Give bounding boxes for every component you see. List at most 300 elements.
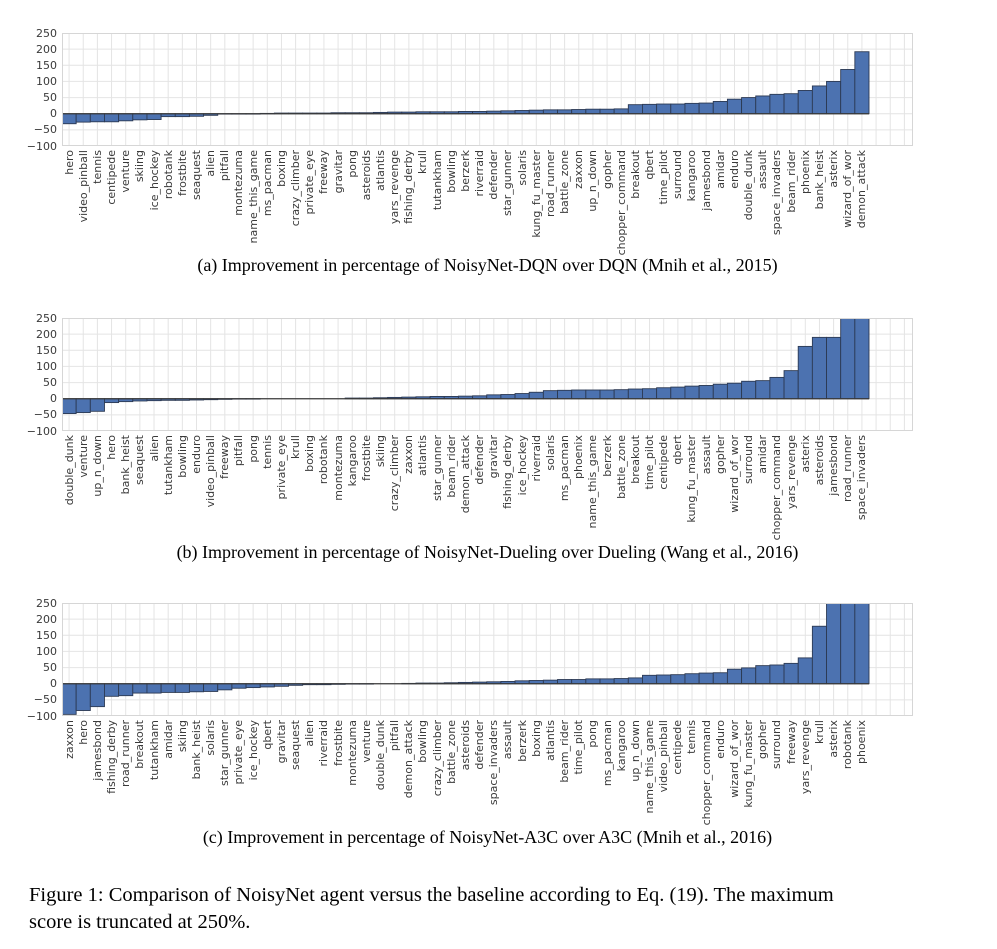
x-tick-label: seaquest <box>133 435 147 486</box>
bar <box>756 96 770 114</box>
x-tick-cell <box>218 720 232 824</box>
bar <box>657 388 671 399</box>
bar <box>784 371 798 399</box>
bar <box>62 684 76 715</box>
bar <box>232 684 246 689</box>
bar <box>104 114 118 122</box>
bar <box>812 626 826 683</box>
bar <box>614 679 628 684</box>
x-tick-label: yars_revenge <box>798 720 812 795</box>
x-tick-cell <box>600 150 614 254</box>
x-tick-label: phoenix <box>855 720 869 764</box>
x-tick-cell <box>614 435 628 539</box>
bar <box>642 389 656 399</box>
bar <box>841 318 855 399</box>
bar <box>770 665 784 684</box>
y-axis-b <box>0 311 57 438</box>
bar <box>784 94 798 114</box>
x-tick-label: gravitar <box>274 720 288 764</box>
x-tick-label: star_gunner <box>218 720 232 786</box>
x-tick-cell <box>557 720 571 824</box>
y-tick-label: 100 <box>36 359 57 373</box>
x-tick-cell <box>473 435 487 539</box>
x-tick-label: pitfall <box>218 150 232 182</box>
x-tick-cell <box>812 435 826 539</box>
x-tick-cell <box>501 720 515 824</box>
x-tick-label: riverraid <box>317 720 331 767</box>
x-tick-label: skiing <box>133 150 147 183</box>
x-tick-label: gopher <box>713 435 727 474</box>
bar <box>572 390 586 399</box>
x-tick-label: kung_fu_master <box>685 435 699 523</box>
x-tick-label: berzerk <box>515 720 529 762</box>
x-tick-label: hero <box>62 150 76 175</box>
x-tick-label: bowling <box>444 150 458 193</box>
x-tick-cell <box>62 435 76 539</box>
x-tick-cell <box>458 150 472 254</box>
bar <box>628 105 642 114</box>
x-tick-label: qbert <box>671 435 685 465</box>
plot-frame <box>63 34 913 146</box>
x-tick-cell <box>359 720 373 824</box>
x-tick-cell <box>586 150 600 254</box>
x-tick-cell <box>770 720 784 824</box>
x-tick-label: breakout <box>628 435 642 484</box>
x-tick-cell <box>76 720 90 824</box>
x-tick-cell <box>543 435 557 539</box>
x-tick-label: wizard_of_wor <box>727 720 741 798</box>
x-tick-cell <box>487 150 501 254</box>
y-tick-label: 50 <box>43 91 57 105</box>
x-tick-cell <box>444 435 458 539</box>
y-axis-c <box>0 596 57 723</box>
x-axis-b <box>62 435 869 539</box>
bar <box>90 114 104 122</box>
bar <box>642 104 656 113</box>
x-tick-label: kangaroo <box>614 720 628 772</box>
x-tick-label: crazy_climber <box>388 435 402 512</box>
x-tick-cell <box>331 720 345 824</box>
x-tick-cell <box>204 435 218 539</box>
bar <box>90 399 104 412</box>
bar <box>119 684 133 696</box>
x-tick-cell <box>657 720 671 824</box>
x-tick-cell <box>642 150 656 254</box>
x-tick-cell <box>175 435 189 539</box>
x-tick-cell <box>501 435 515 539</box>
x-tick-cell <box>699 435 713 539</box>
x-tick-cell <box>572 435 586 539</box>
bar-plot <box>62 33 913 146</box>
x-tick-cell <box>543 150 557 254</box>
x-tick-label: crazy_climber <box>430 720 444 797</box>
x-tick-cell <box>557 150 571 254</box>
x-tick-cell <box>727 720 741 824</box>
x-tick-label: kangaroo <box>345 435 359 487</box>
x-tick-label: freeway <box>218 435 232 479</box>
x-tick-cell <box>430 150 444 254</box>
bar <box>76 399 90 413</box>
x-tick-cell <box>260 435 274 539</box>
x-tick-label: bank_heist <box>119 435 133 495</box>
bar <box>204 684 218 692</box>
x-tick-label: breakout <box>628 150 642 199</box>
x-tick-label: alien <box>204 150 218 177</box>
x-tick-cell <box>798 720 812 824</box>
x-tick-label: montezuma <box>232 150 246 216</box>
x-tick-label: surround <box>671 150 685 199</box>
x-tick-label: hero <box>76 720 90 745</box>
x-tick-label: centipede <box>671 720 685 775</box>
x-tick-label: breakout <box>133 720 147 769</box>
x-tick-label: private_eye <box>274 435 288 500</box>
bar <box>628 678 642 684</box>
x-tick-label: ice_hockey <box>147 150 161 211</box>
bar <box>841 69 855 113</box>
x-tick-cell <box>529 150 543 254</box>
y-tick-label: 200 <box>36 612 57 626</box>
x-tick-cell <box>642 435 656 539</box>
bar <box>175 684 189 693</box>
x-tick-cell <box>770 435 784 539</box>
x-tick-label: pong <box>345 150 359 178</box>
x-tick-label: beam_rider <box>444 435 458 498</box>
x-tick-cell <box>133 435 147 539</box>
bar <box>62 399 76 414</box>
bar-plot <box>62 603 913 716</box>
x-tick-label: bowling <box>416 720 430 763</box>
x-tick-label: robotank <box>161 150 175 200</box>
x-tick-cell <box>345 150 359 254</box>
x-tick-cell <box>685 720 699 824</box>
x-tick-label: demon_attack <box>855 150 869 229</box>
x-tick-label: private_eye <box>232 720 246 785</box>
x-tick-label: video_pinball <box>657 720 671 793</box>
x-tick-cell <box>388 150 402 254</box>
x-tick-cell <box>331 150 345 254</box>
x-tick-label: star_gunner <box>430 435 444 501</box>
x-tick-cell <box>742 435 756 539</box>
bar <box>685 103 699 113</box>
x-tick-cell <box>289 720 303 824</box>
bar <box>699 103 713 114</box>
bar <box>558 680 572 684</box>
figure-caption-line2: score is truncated at 250%. <box>29 911 251 933</box>
bar <box>855 52 869 114</box>
bar <box>798 346 812 398</box>
figure-caption <box>29 882 959 936</box>
bar <box>543 391 557 399</box>
x-tick-cell <box>189 720 203 824</box>
bar <box>713 101 727 113</box>
x-tick-label: gravitar <box>487 435 501 479</box>
x-tick-label: name_this_game <box>246 150 260 244</box>
y-tick-label: −50 <box>33 693 57 707</box>
x-tick-label: freeway <box>784 720 798 764</box>
x-tick-cell <box>90 720 104 824</box>
x-tick-cell <box>90 435 104 539</box>
bar <box>614 109 628 114</box>
x-tick-cell <box>572 150 586 254</box>
bar <box>529 392 543 398</box>
x-tick-cell <box>727 150 741 254</box>
x-tick-label: solaris <box>515 150 529 186</box>
x-tick-cell <box>289 150 303 254</box>
x-tick-label: ms_pacman <box>600 720 614 787</box>
x-tick-cell <box>628 435 642 539</box>
figure-caption-line1: Figure 1: Comparison of NoisyNet agent versus the baseline according to Eq. (19). The maximum <box>29 884 834 906</box>
x-tick-label: beam_rider <box>558 720 572 783</box>
x-tick-cell <box>473 150 487 254</box>
x-tick-cell <box>685 150 699 254</box>
x-tick-label: venture <box>119 150 133 193</box>
bar <box>572 110 586 114</box>
x-tick-cell <box>515 720 529 824</box>
x-tick-label: assault <box>699 435 713 475</box>
bar <box>742 98 756 114</box>
x-tick-label: tutankham <box>147 720 161 781</box>
x-tick-cell <box>657 435 671 539</box>
x-tick-label: phoenix <box>572 435 586 479</box>
bar <box>147 114 161 120</box>
x-tick-cell <box>218 150 232 254</box>
x-tick-cell <box>841 435 855 539</box>
bar-plot <box>62 318 913 431</box>
x-tick-cell <box>699 720 713 824</box>
x-tick-label: freeway <box>317 150 331 194</box>
x-tick-cell <box>430 435 444 539</box>
x-tick-cell <box>671 720 685 824</box>
x-tick-cell <box>317 435 331 539</box>
x-tick-cell <box>699 150 713 254</box>
x-tick-cell <box>274 150 288 254</box>
x-tick-label: zaxxon <box>402 435 416 474</box>
x-tick-label: private_eye <box>303 150 317 215</box>
x-tick-label: berzerk <box>458 150 472 192</box>
bar <box>699 385 713 398</box>
x-tick-label: alien <box>147 435 161 462</box>
x-tick-cell <box>600 720 614 824</box>
bar <box>770 94 784 113</box>
x-tick-cell <box>189 150 203 254</box>
x-tick-label: pong <box>586 720 600 748</box>
bar <box>133 114 147 120</box>
bar <box>671 387 685 399</box>
x-tick-label: amidar <box>713 150 727 189</box>
y-tick-label: 250 <box>36 26 57 40</box>
x-tick-label: frostbite <box>175 150 189 197</box>
x-tick-label: tutankham <box>430 150 444 211</box>
x-tick-label: centipede <box>105 150 119 205</box>
bar <box>76 684 90 711</box>
x-tick-cell <box>232 720 246 824</box>
x-tick-label: krull <box>289 435 303 459</box>
x-tick-cell <box>246 435 260 539</box>
x-tick-cell <box>642 720 656 824</box>
x-tick-cell <box>841 150 855 254</box>
x-tick-cell <box>458 435 472 539</box>
x-tick-label: zaxxon <box>572 150 586 189</box>
y-tick-label: 0 <box>50 677 57 691</box>
x-tick-label: phoenix <box>798 150 812 194</box>
x-tick-cell <box>402 720 416 824</box>
bar <box>76 114 90 122</box>
x-tick-cell <box>317 150 331 254</box>
x-tick-cell <box>628 150 642 254</box>
x-tick-cell <box>430 720 444 824</box>
x-tick-label: chopper_command <box>614 150 628 256</box>
x-tick-label: ice_hockey <box>515 435 529 496</box>
x-tick-cell <box>586 435 600 539</box>
bar <box>600 679 614 684</box>
bar <box>628 389 642 399</box>
x-tick-cell <box>770 150 784 254</box>
x-tick-cell <box>713 720 727 824</box>
x-tick-cell <box>76 435 90 539</box>
x-tick-label: name_this_game <box>642 720 656 814</box>
bar <box>600 109 614 114</box>
bar <box>742 668 756 684</box>
x-tick-cell <box>133 720 147 824</box>
y-tick-label: 150 <box>36 58 57 72</box>
x-tick-label: time_pilot <box>657 150 671 205</box>
x-tick-cell <box>600 435 614 539</box>
y-tick-label: 200 <box>36 42 57 56</box>
bar <box>756 381 770 399</box>
x-tick-cell <box>303 150 317 254</box>
x-tick-label: defender <box>487 150 501 200</box>
y-tick-label: −100 <box>26 424 57 438</box>
x-tick-label: kung_fu_master <box>742 720 756 808</box>
x-tick-cell <box>855 150 869 254</box>
x-tick-cell <box>345 435 359 539</box>
x-tick-label: riverraid <box>529 435 543 482</box>
x-tick-cell <box>529 435 543 539</box>
x-tick-label: up_n_down <box>90 435 104 497</box>
y-tick-label: 50 <box>43 661 57 675</box>
x-tick-label: name_this_game <box>586 435 600 529</box>
x-tick-cell <box>147 435 161 539</box>
x-tick-label: solaris <box>204 720 218 756</box>
bar <box>685 386 699 399</box>
x-tick-label: ice_hockey <box>246 720 260 781</box>
x-tick-label: tennis <box>685 720 699 754</box>
x-tick-cell <box>104 150 118 254</box>
x-axis-c <box>62 720 869 824</box>
x-tick-label: demon_attack <box>458 435 472 514</box>
x-tick-label: tennis <box>260 435 274 469</box>
x-tick-cell <box>572 720 586 824</box>
x-tick-label: road_runner <box>841 435 855 502</box>
x-tick-label: asteroids <box>812 435 826 486</box>
x-tick-cell <box>289 435 303 539</box>
x-tick-cell <box>515 435 529 539</box>
x-tick-label: atlantis <box>416 435 430 476</box>
x-tick-cell <box>246 720 260 824</box>
x-tick-label: qbert <box>260 720 274 750</box>
x-tick-cell <box>218 435 232 539</box>
x-tick-cell <box>161 435 175 539</box>
bar <box>515 394 529 399</box>
x-tick-label: krull <box>416 150 430 174</box>
x-tick-cell <box>515 150 529 254</box>
x-tick-label: star_gunner <box>501 150 515 216</box>
x-tick-cell <box>671 150 685 254</box>
x-tick-label: double_dunk <box>62 435 76 506</box>
x-tick-cell <box>826 720 840 824</box>
x-tick-cell <box>62 150 76 254</box>
x-tick-label: amidar <box>161 720 175 759</box>
x-tick-label: fishing_derby <box>105 720 119 794</box>
bar <box>742 381 756 398</box>
x-tick-cell <box>303 435 317 539</box>
x-tick-label: battle_zone <box>614 435 628 499</box>
x-tick-cell <box>175 720 189 824</box>
x-tick-cell <box>458 720 472 824</box>
y-tick-label: 100 <box>36 74 57 88</box>
x-tick-label: wizard_of_wor <box>727 435 741 513</box>
x-tick-label: atlantis <box>374 150 388 191</box>
x-tick-cell <box>147 150 161 254</box>
x-tick-cell <box>614 150 628 254</box>
x-tick-cell <box>204 720 218 824</box>
x-tick-label: assault <box>501 720 515 760</box>
x-tick-label: time_pilot <box>642 435 656 490</box>
x-tick-cell <box>119 435 133 539</box>
x-tick-cell <box>62 720 76 824</box>
bar <box>827 81 841 113</box>
x-tick-cell <box>756 150 770 254</box>
bar <box>586 390 600 399</box>
bar <box>671 675 685 684</box>
x-tick-label: pong <box>246 435 260 463</box>
x-axis-a <box>62 150 869 254</box>
x-tick-label: beam_rider <box>784 150 798 213</box>
x-tick-label: bank_heist <box>189 720 203 780</box>
x-tick-cell <box>784 150 798 254</box>
x-tick-label: yars_revenge <box>784 435 798 510</box>
x-tick-cell <box>274 720 288 824</box>
x-tick-cell <box>727 435 741 539</box>
bar <box>614 390 628 399</box>
x-tick-label: montezuma <box>345 720 359 786</box>
x-tick-label: yars_revenge <box>388 150 402 225</box>
x-tick-label: assault <box>756 150 770 190</box>
x-tick-label: asteroids <box>359 150 373 201</box>
x-tick-label: tennis <box>90 150 104 184</box>
bar <box>600 390 614 399</box>
bar <box>90 684 104 707</box>
bar <box>218 684 232 690</box>
x-tick-label: alien <box>303 720 317 747</box>
x-tick-label: fishing_derby <box>501 435 515 509</box>
y-tick-label: 250 <box>36 596 57 610</box>
x-tick-label: surround <box>742 435 756 484</box>
bar <box>756 666 770 684</box>
x-tick-label: kung_fu_master <box>529 150 543 238</box>
x-tick-label: boxing <box>303 435 317 472</box>
x-tick-cell <box>487 435 501 539</box>
x-tick-cell <box>855 435 869 539</box>
bar <box>104 684 118 697</box>
x-tick-label: surround <box>770 720 784 769</box>
x-tick-cell <box>260 150 274 254</box>
y-tick-label: 200 <box>36 327 57 341</box>
bar <box>572 680 586 684</box>
y-tick-label: 50 <box>43 376 57 390</box>
x-tick-cell <box>628 720 642 824</box>
x-tick-cell <box>345 720 359 824</box>
